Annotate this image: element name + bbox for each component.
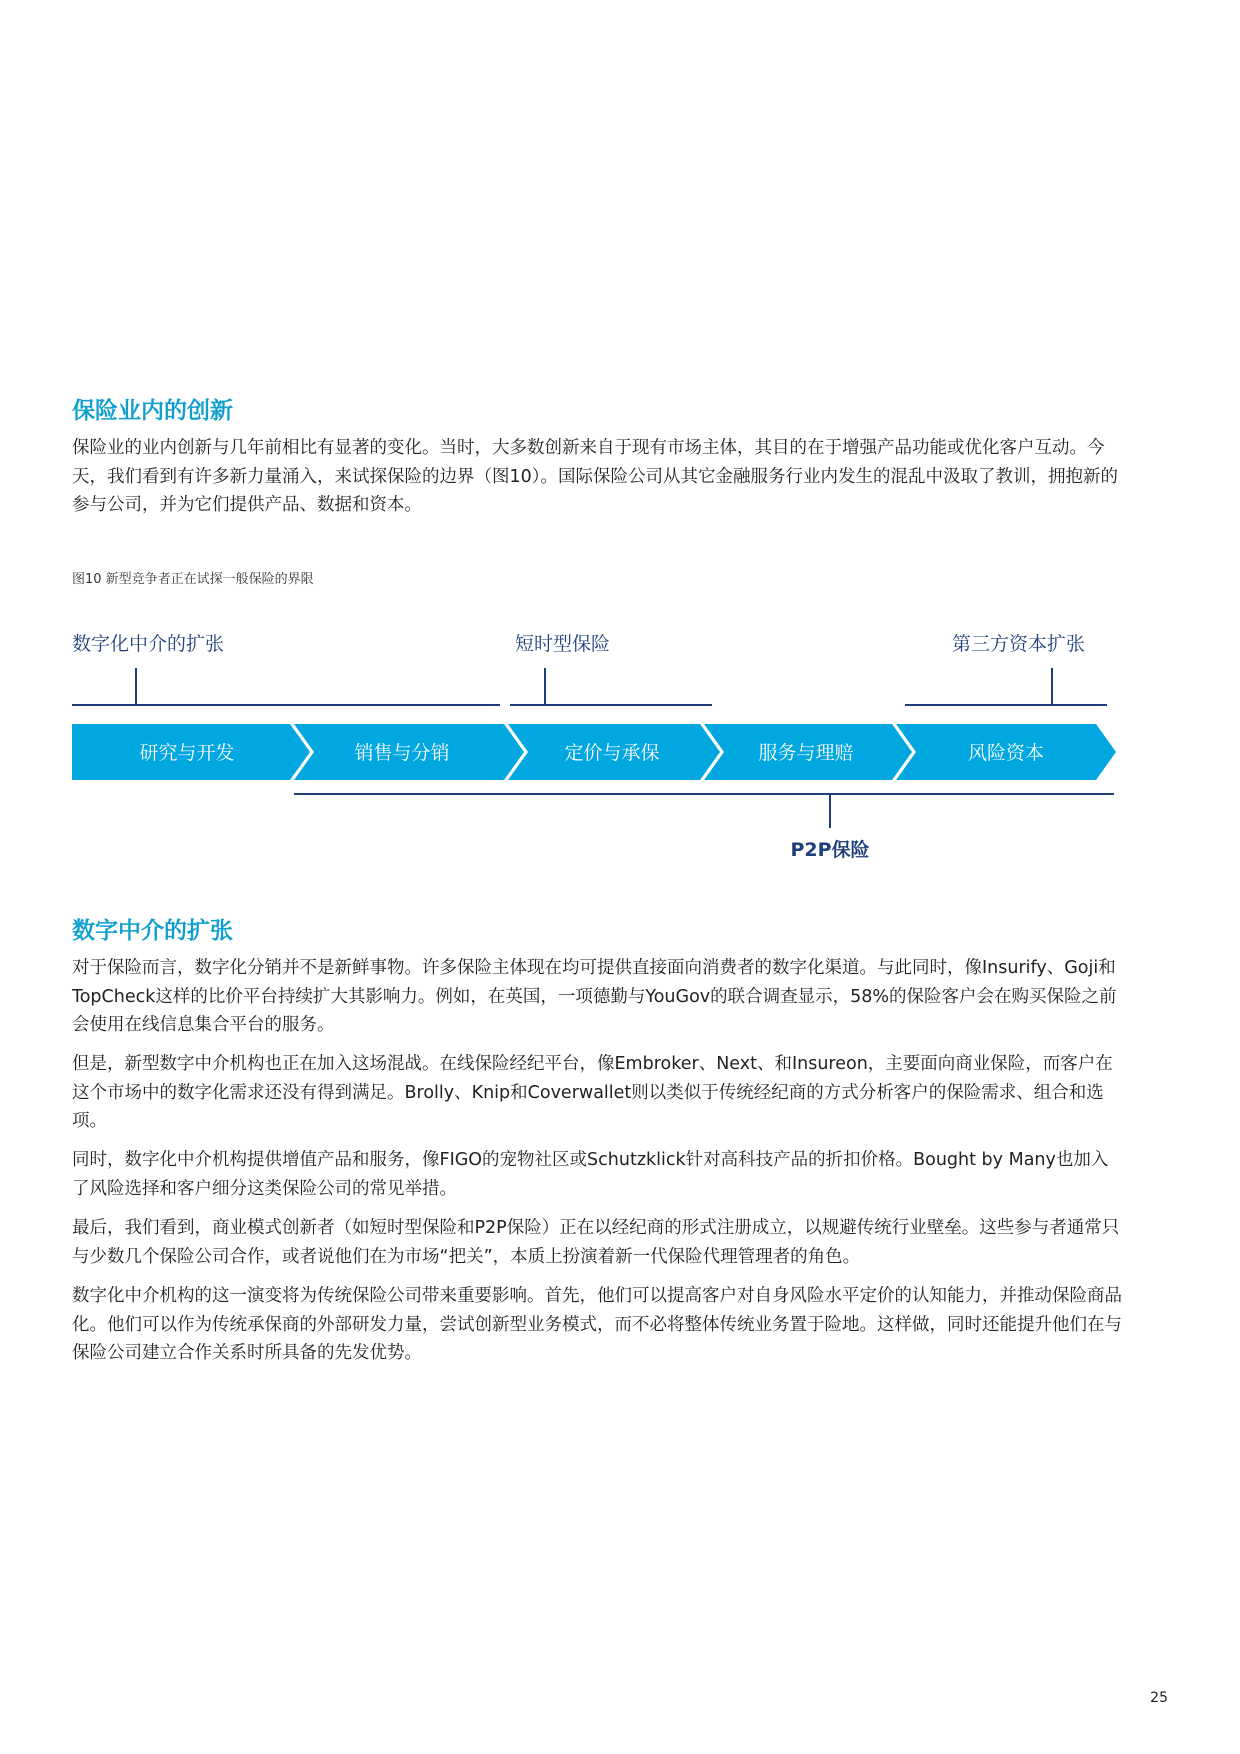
stage-label-risk-capital: 风险资本 (967, 742, 1045, 764)
stage-label-rnd: 研究与开发 (139, 742, 235, 764)
stage-label-service: 服务与理赔 (758, 742, 854, 764)
page-number: 25 (1150, 1690, 1168, 1706)
figure-caption: 图10 新型竞争者正在试探一般保险的界限 (72, 572, 314, 587)
paragraph-5: 数字化中介机构的这一演变将为传统保险公司带来重要影响。首先，他们可以提高客户对自身风险水平定价的认知能力，并推动保险商品化。他们可以作为传统承保商的外部研发力量，尝试创新型业务模式，而不必将整体传统业务置于险地。这样做，同时还能提升他们在与保险公司建立合作关系时所具备的先发优势。 (72, 1286, 1122, 1363)
stage-label-pricing: 定价与承保 (564, 742, 660, 764)
paragraph-4: 最后，我们看到，商业模式创新者（如短时型保险和P2P保险）正在以经纪商的形式注册成立，以规避传统行业壁垒。这些参与者通常只与少数几个保险公司合作，或者说他们在为市场“把关”，本质上扮演着新一代保险代理管理者的角色。 (72, 1218, 1120, 1267)
bottom-label-p2p: P2P保险 (790, 839, 870, 861)
paragraph-1: 对于保险而言，数字化分销并不是新鲜事物。许多保险主体现在均可提供直接面向消费者的数字化渠道。与此同时，像Insurify、Goji和TopCheck这样的比价平台持续扩大其影响力。例如，在英国，一项德勤与YouGov的联合调查显示，58%的保险客户会在购买保险之前会使用在线信息集合平台的服务。 (72, 958, 1117, 1035)
stage-label-sales: 销售与分销 (354, 742, 450, 764)
section-heading-digital-intermediary: 数字中介的扩张 (72, 918, 233, 944)
top-label-third-party-capital: 第三方资本扩张 (951, 633, 1085, 655)
section-body-innovation: 保险业的业内创新与几年前相比有显著的变化。当时，大多数创新来自于现有市场主体，其目的在于增强产品功能或优化客户互动。今天，我们看到有许多新力量涌入，来试探保险的边界（图10）。国际保险公司从其它金融服务行业内发生的混乱中汲取了教训，拥抱新的参与公司，并为它们提供产品、数据和资本。 (72, 438, 1119, 515)
top-label-digital-intermediary: 数字化中介的扩张 (72, 633, 225, 655)
paragraph-2: 但是，新型数字中介机构也正在加入这场混战。在线保险经纪平台，像Embroker、Next、和Insureon，主要面向商业保险，而客户在这个市场中的数字化需求还没有得到满足。Brolly、Knip和Coverwallet则以类似于传统经纪商的方式分析客户的保险需求、组合和选项。 (72, 1054, 1113, 1131)
value-chain-diagram (0, 620, 1240, 880)
paragraph-3: 同时，数字化中介机构提供增值产品和服务，像FIGO的宠物社区或Schutzklick针对高科技产品的折扣价格。Bought by Many也加入了风险选择和客户细分这类保险公司的常见举措。 (72, 1150, 1109, 1199)
top-label-short-term-insurance: 短时型保险 (515, 633, 611, 655)
section-heading-innovation: 保险业内的创新 (72, 398, 233, 424)
